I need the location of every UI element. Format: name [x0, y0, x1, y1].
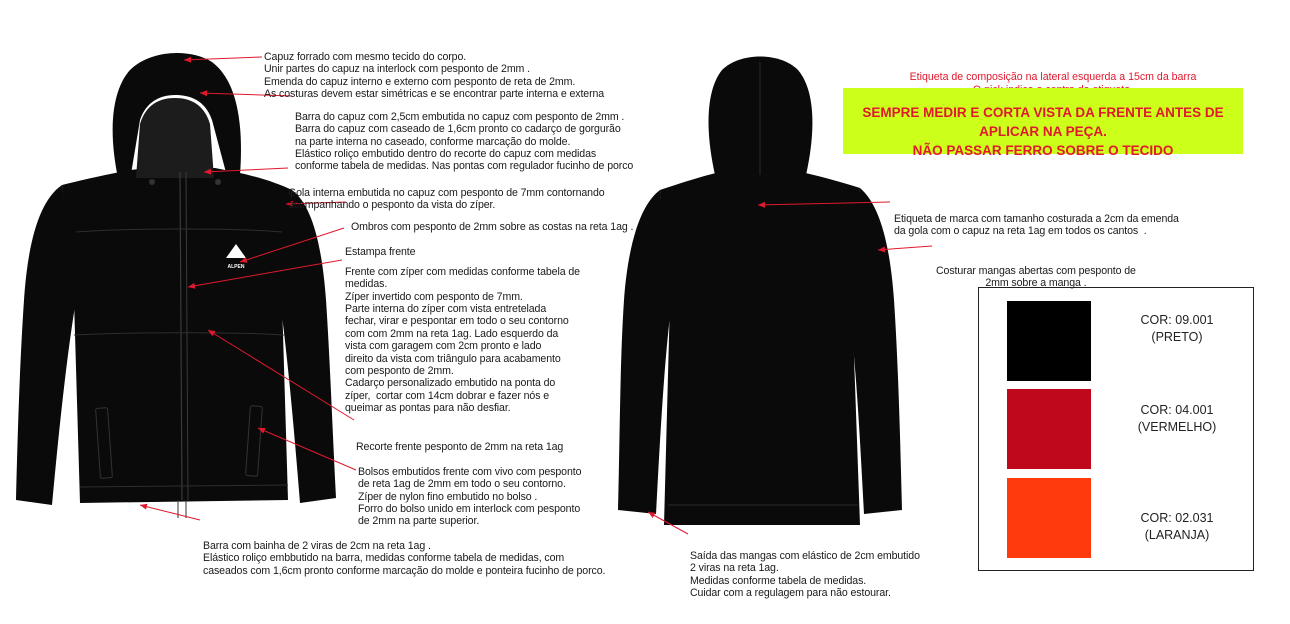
swatch-label-preto: COR: 09.001 (PRETO) — [1140, 313, 1214, 344]
swatch-label-vermelho: COR: 04.001 (VERMELHO) — [1137, 403, 1217, 434]
swatch-laranja — [1007, 478, 1091, 558]
warning-banner: SEMPRE MEDIR E CORTA VISTA DA FRENTE ANTES DE APLICAR NA PEÇA. NÃO PASSAR FERRO SOBRE O TECIDO — [843, 88, 1243, 154]
note-etiqueta-marca: Etiqueta de marca com tamanho costurada a 2cm da emenda da gola com o capuz na reta 1ag em todos os cantos . — [894, 212, 1179, 238]
note-barra: Barra com bainha de 2 viras de 2cm na reta 1ag . Elástico roliço embbutido na barra, medidas conforme tabela de medidas, com caseados com 1,6cm pronto conforme marcação do molde e ponteira fucinho de porco. — [203, 539, 606, 577]
front-body — [62, 168, 292, 503]
note-bolsos: Bolsos embutidos frente com vivo com pesponto de reta 1ag de 2mm em todo o seu contorno. Zíper de nylon fino embutido no bolso . Forro do bolso unido em interlock com pesponto de 2mm na parte superior. — [358, 465, 582, 528]
color-swatches-panel — [978, 287, 1254, 571]
note-capuz: Capuz forrado com mesmo tecido do corpo. Unir partes do capuz na interlock com pesponto de 2mm . Emenda do capuz interno e externo com pesponto de reta de 2mm. As costuras devem estar simétricas e se encontrar parte interna e externa — [264, 50, 605, 101]
note-barra-capuz: Barra do capuz com 2,5cm embutida no capuz com pesponto de 2mm . Barra do capuz com caseado de 1,6cm pronto co cadarço de gorgurão na parte interna no caseado, conforme marcação do molde. Elástico roliço embutido dentro do recorte do capuz com medidas conforme tabela de medidas. Nas pontas com regulador fucinho de porco — [295, 110, 634, 173]
alpen-logo-text: ALPEN — [227, 264, 245, 270]
note-estampa: Estampa frente — [345, 245, 416, 258]
swatch-vermelho — [1007, 389, 1091, 469]
note-recorte: Recorte frente pesponto de 2mm na reta 1ag — [356, 440, 564, 453]
swatch-preto — [1007, 301, 1091, 381]
note-frente: Frente com zíper com medidas conforme tabela de medidas. Zíper invertido com pesponto de 7mm. Parte interna do zíper com vista entretelada fechar, virar e pespontar em todo o seu contorno com com 2mm na reta 1ag. Lado esquerdo da vista com garagem com 2cm pronto e lado direito da vista com triângulo para acabamento com pesponto de 2mm. Cadarço personalizado embutido na ponta do zíper, cortar com 14cm dobrar e fazer nós e queimar as pontas para não desfiar. — [345, 265, 580, 415]
front-right-sleeve — [280, 190, 336, 503]
back-body — [660, 168, 860, 525]
note-etiqueta-composicao: Etiqueta de composição na lateral esquerda a 15cm da barra — [909, 71, 1197, 83]
front-left-sleeve — [16, 185, 76, 505]
note-gola: Gola interna embutida no capuz com pesponto de 7mm contornando acompanhando o pesponto da vista do zíper. — [288, 186, 605, 212]
note-saida-mangas: Saída das mangas com elástico de 2cm embutido 2 viras na reta 1ag. Medidas conforme tabela de medidas. Cuidar com a regulagem para não estourar. — [690, 549, 920, 600]
swatch-label-laranja: COR: 02.031 (LARANJA) — [1140, 511, 1214, 542]
note-mangas: Costurar mangas abertas com pesponto de 2mm sobre a manga . — [936, 264, 1136, 290]
front-hood-inner — [136, 98, 214, 178]
note-ombros: Ombros com pesponto de 2mm sobre as costas na reta 1ag . — [351, 220, 634, 233]
